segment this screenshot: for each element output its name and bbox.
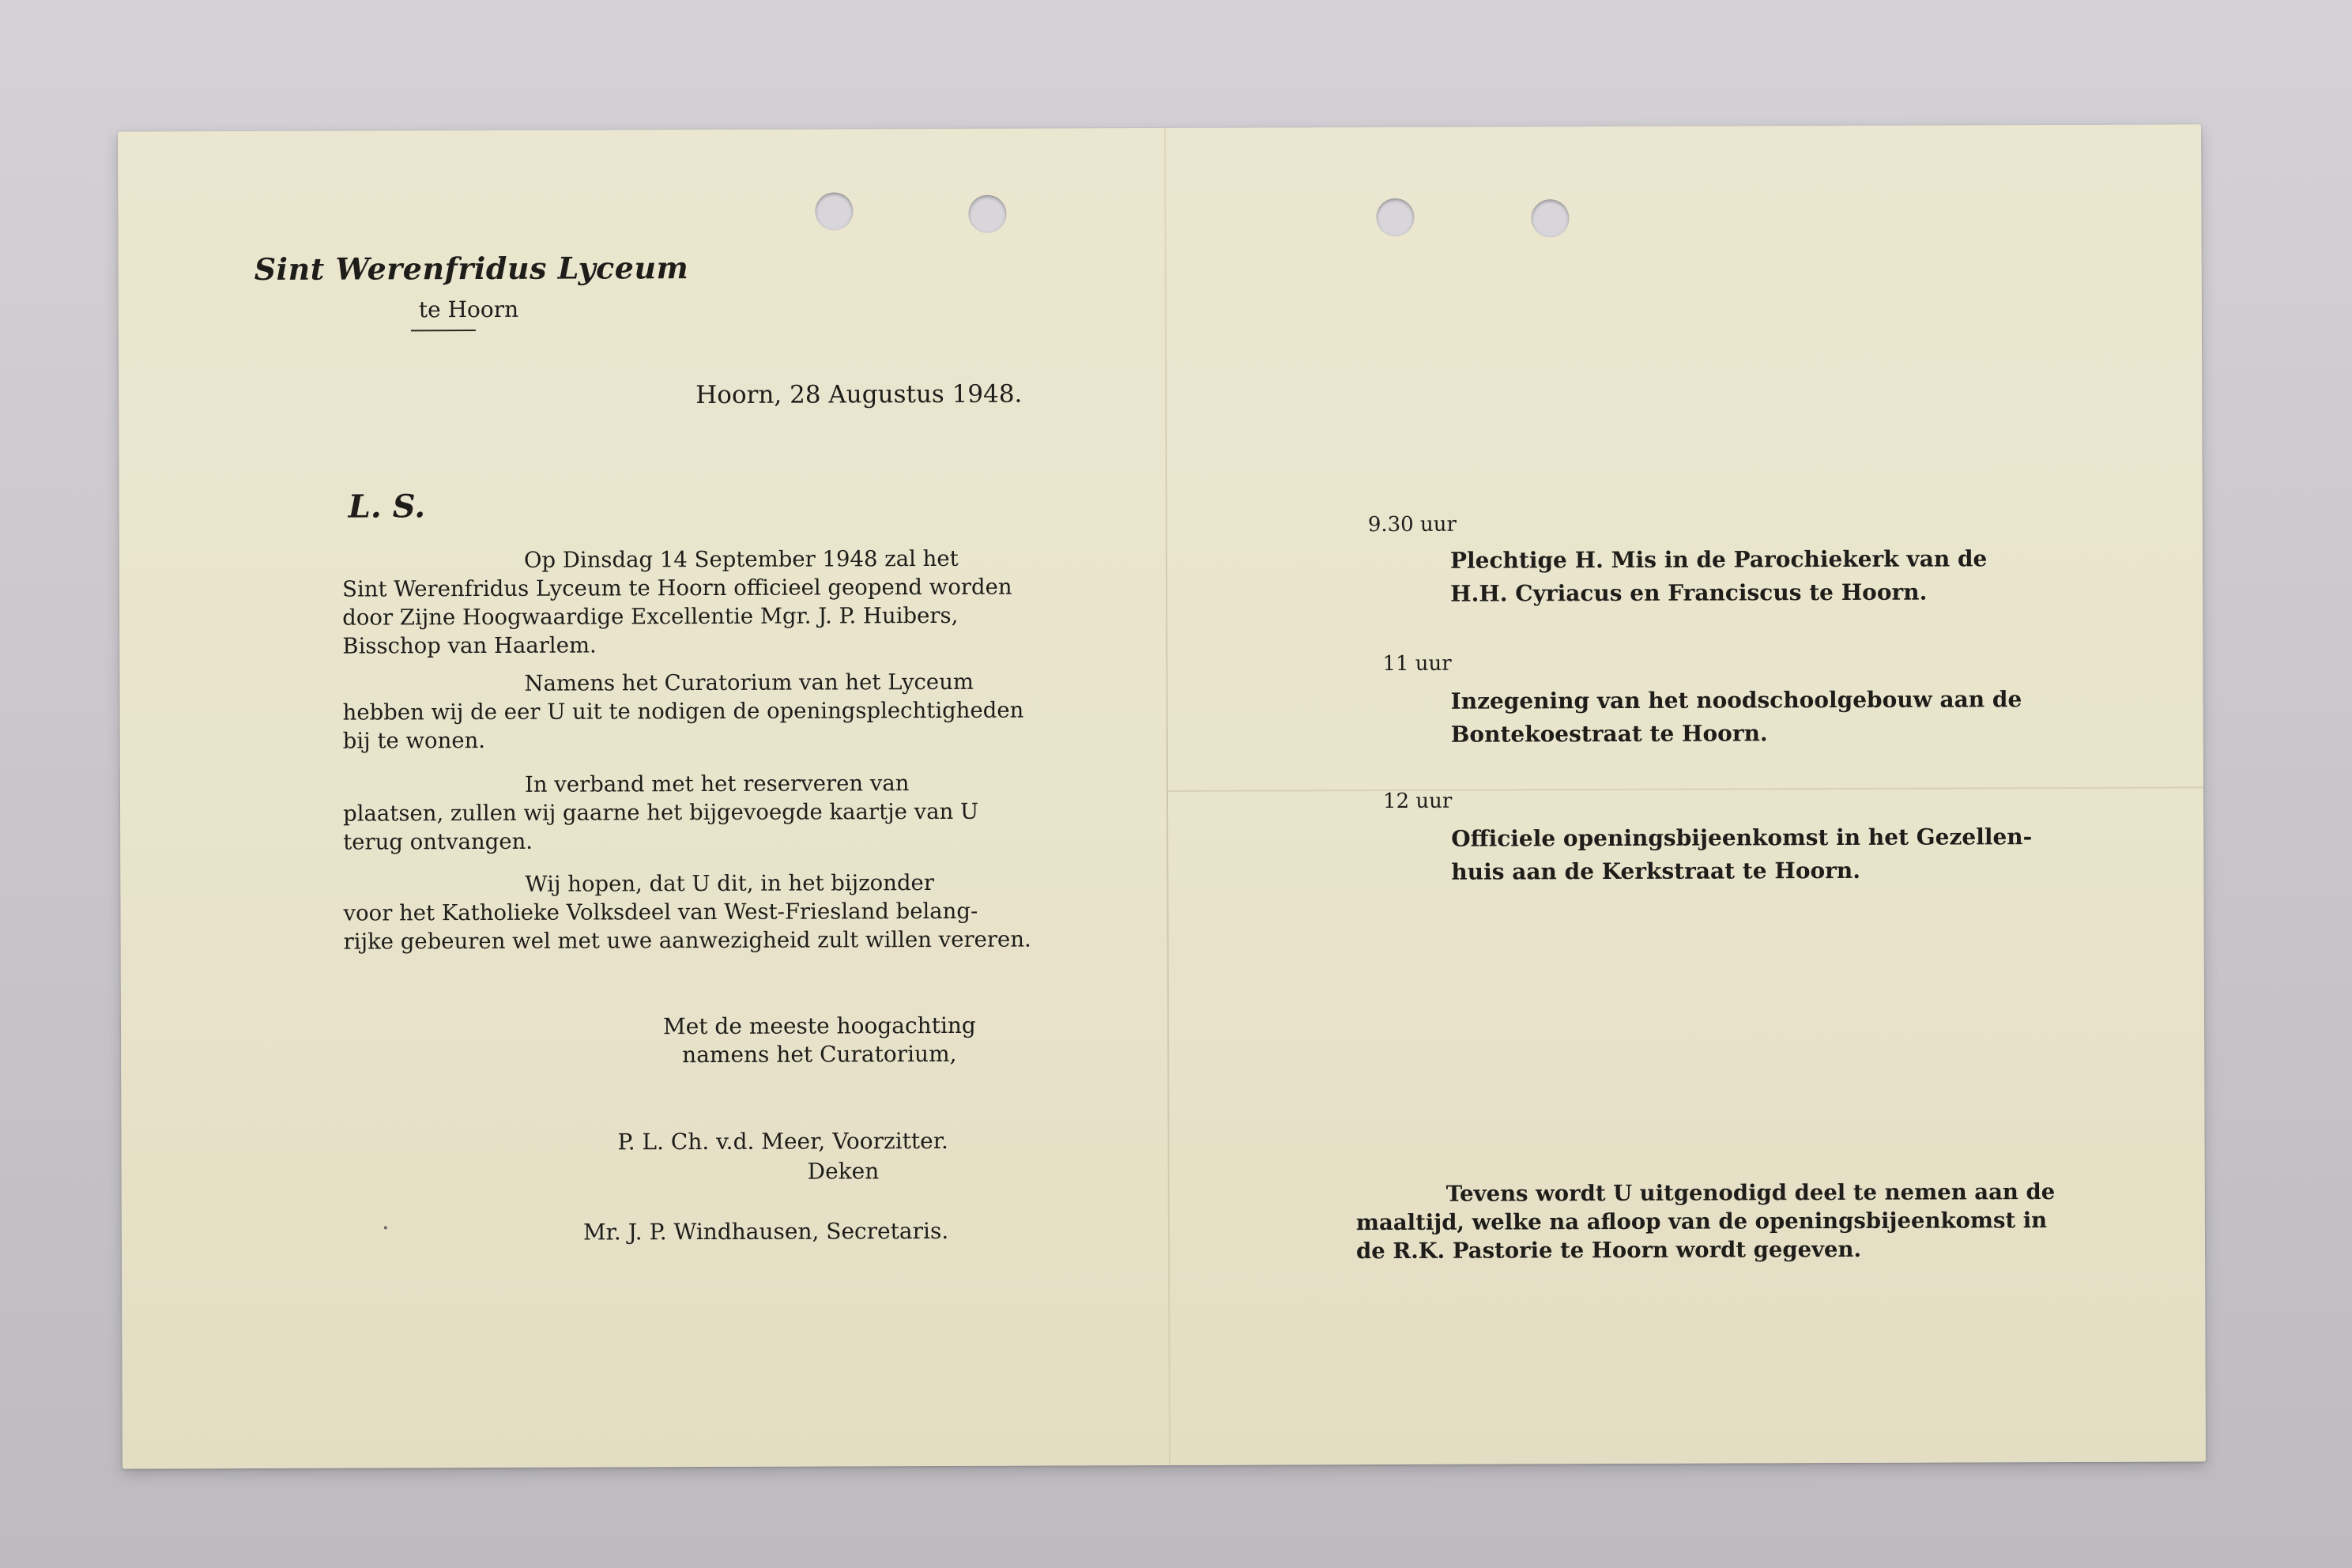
- signature-chair: P. L. Ch. v.d. Meer, Voorzitter.: [617, 1127, 948, 1155]
- programme-time: 11 uur: [1382, 651, 1452, 677]
- footer-note-line: Tevens wordt U uitgenodigd deel te nemen aan de: [1446, 1179, 2056, 1207]
- salutation: L. S.: [348, 488, 426, 526]
- body-line: Wij hopen, dat U dit, in het bijzonder: [525, 870, 934, 897]
- letter-sheet: [118, 124, 2206, 1468]
- body-line: door Zijne Hoogwaardige Excellentie Mgr. J. P. Huibers,: [342, 602, 959, 631]
- programme-event-line: Plechtige H. Mis in de Parochiekerk van de: [1449, 545, 1988, 574]
- body-paragraph-4: [343, 869, 1031, 956]
- body-line: Op Dinsdag 14 September 1948 zal het: [523, 545, 959, 573]
- body-paragraph-2: [342, 668, 1024, 756]
- programme-event-line: Officiele openingsbijeenkomst in het Gezellen-: [1451, 824, 2033, 852]
- body-paragraph-3: [343, 769, 991, 857]
- programme-time: 9.30 uur: [1367, 512, 1457, 537]
- programme-event-line: huis aan de Kerkstraat te Hoorn.: [1451, 857, 1861, 885]
- body-line: Sint Werenfridus Lyceum te Hoorn officieel geopend worden: [342, 574, 1012, 602]
- body-line: Bisschop van Haarlem.: [342, 632, 597, 659]
- punch-hole: [815, 192, 853, 230]
- punch-hole: [968, 195, 1006, 233]
- horizontal-fold-crease: [1168, 786, 2203, 792]
- punch-hole: [1376, 198, 1414, 236]
- body-line: terug ontvangen.: [343, 828, 533, 855]
- letterhead-rule: [411, 330, 476, 331]
- punch-hole: [1531, 199, 1569, 237]
- closing-line-1: Met de meeste hoogachting: [662, 1012, 976, 1040]
- body-line: plaatsen, zullen wij gaarne het bijgevoegde kaartje van U: [343, 798, 979, 827]
- letterhead-title: Sint Werenfridus Lyceum: [254, 250, 689, 288]
- vertical-fold-crease: [1164, 128, 1170, 1465]
- programme-event-line: H.H. Cyriacus en Franciscus te Hoorn.: [1450, 579, 1928, 607]
- signature-secretary: Mr. J. P. Windhausen, Secretaris.: [582, 1217, 949, 1246]
- letterhead-subtitle: te Hoorn: [418, 296, 519, 323]
- programme-time: 12 uur: [1382, 789, 1453, 814]
- paper-speck: [384, 1226, 387, 1229]
- body-line: bij te wonen.: [342, 727, 486, 754]
- body-line: voor het Katholieke Volksdeel van West-Friesland belang-: [343, 898, 978, 926]
- closing-line-2: namens het Curatorium,: [682, 1040, 957, 1069]
- footer-note-line: de R.K. Pastorie te Hoorn wordt gegeven.: [1355, 1236, 1862, 1265]
- programme-event-line: Inzegening van het noodschoolgebouw aan de: [1450, 686, 2022, 714]
- footer-note-line: maaltijd, welke na afloop van de openingsbijeenkomst in: [1355, 1208, 2048, 1236]
- date-line: Hoorn, 28 Augustus 1948.: [695, 379, 1023, 410]
- body-line: hebben wij de eer U uit te nodigen de openingsplechtigheden: [342, 697, 1024, 726]
- programme-event-line: Bontekoestraat te Hoorn.: [1450, 720, 1768, 748]
- signature-chair-title: Deken: [807, 1158, 880, 1185]
- body-line: In verband met het reserveren van: [524, 771, 910, 797]
- body-line: rijke gebeuren wel met uwe aanwezigheid zult willen vereren.: [343, 926, 1031, 955]
- body-paragraph-1: [342, 545, 1012, 661]
- body-line: Namens het Curatorium van het Lyceum: [524, 669, 974, 696]
